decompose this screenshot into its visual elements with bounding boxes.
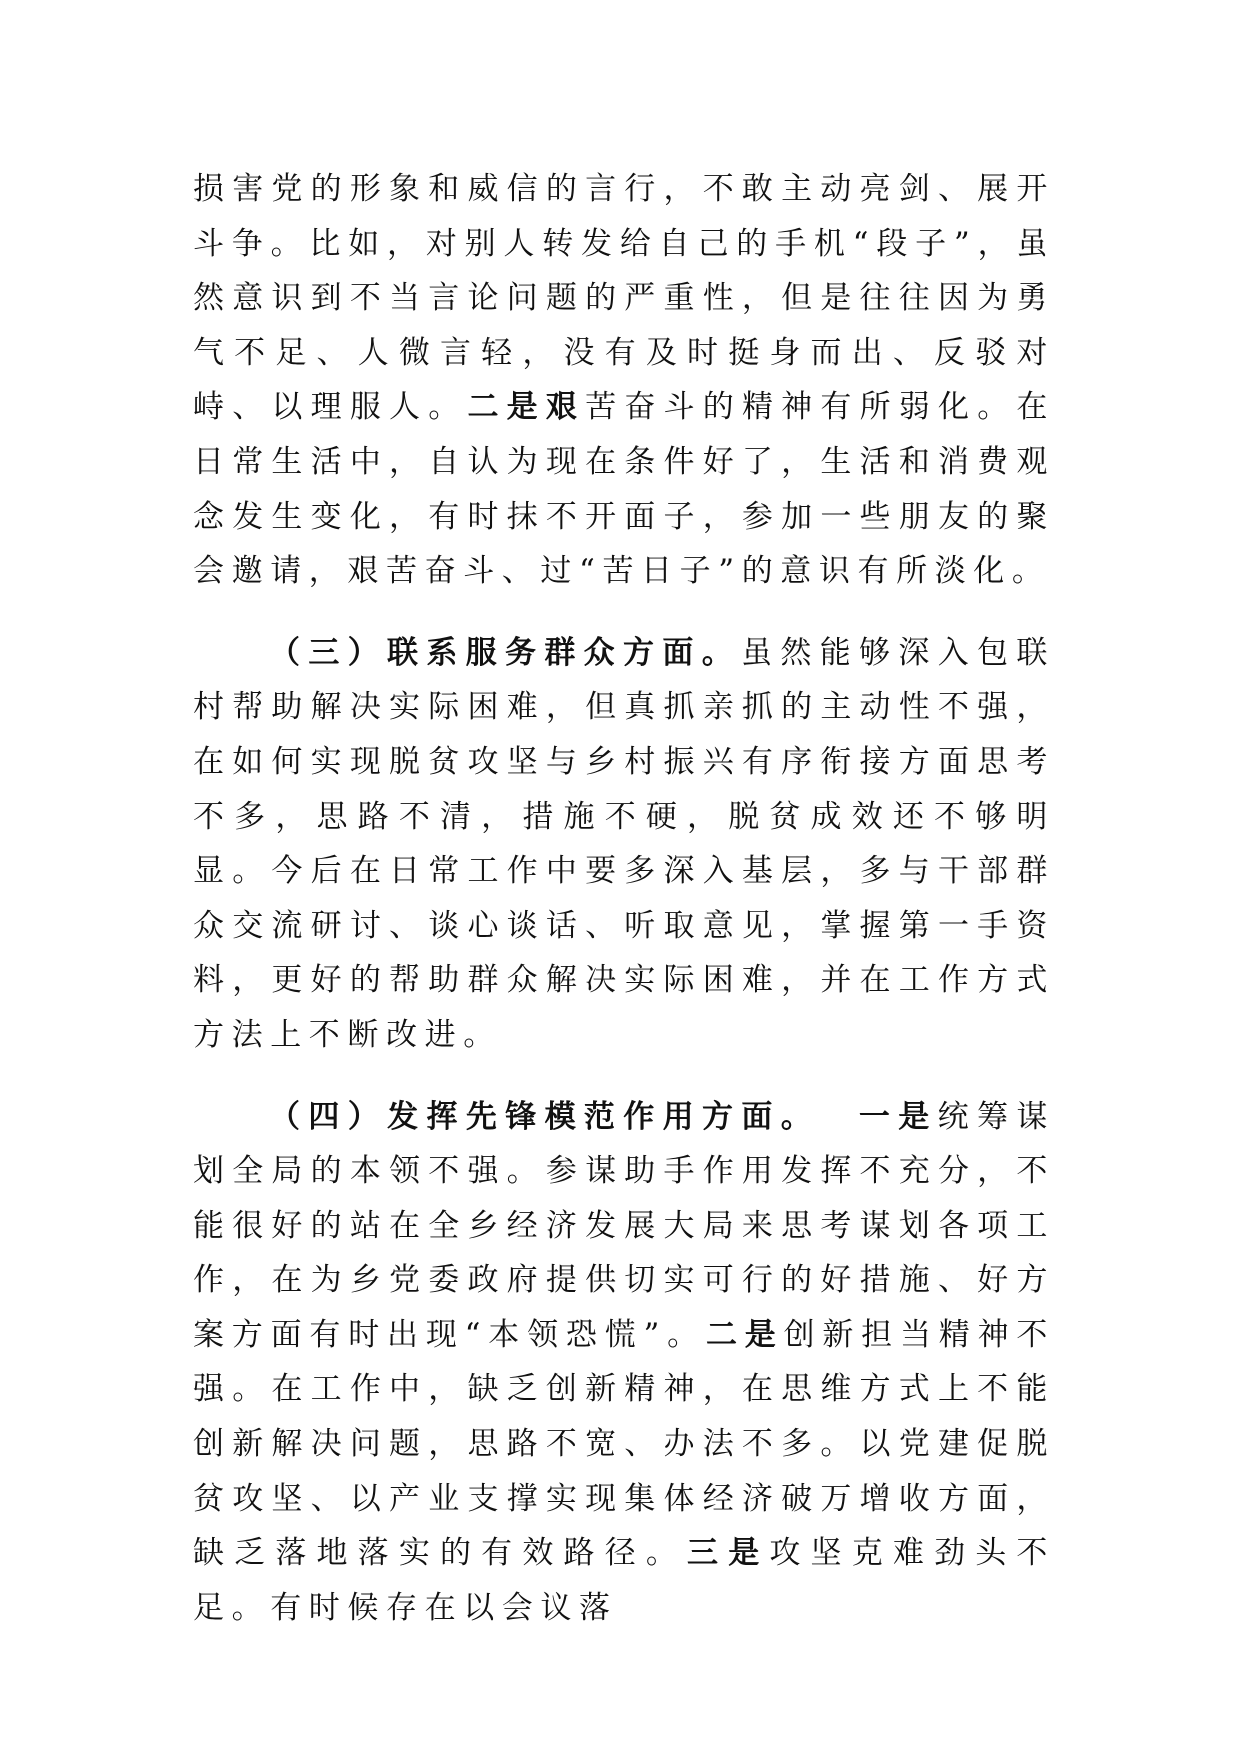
bold-heading-text: （四）发挥先锋模范作用方面。	[269, 1098, 821, 1135]
bold-heading-text: 二是艰	[467, 389, 586, 426]
body-text: 苦奋斗的精神有所弱化。在日常生活中，自认为现在条件好了，生活和消费观念发生变化，有时抹不开面子，参加一些朋友的聚会邀请，艰苦奋斗、过“苦日子”的意识有所淡化。	[193, 389, 1056, 590]
paragraph-continuation	[193, 162, 1055, 599]
body-text: 创新担当精神不强。在工作中，缺乏创新精神，在思维方式上不能创新解决问题，思路不宽、办法不多。以党建促脱贫攻坚、以产业支撑实现集体经济破万增收方面，缺乏落地落实的有效路径。	[193, 1316, 1055, 1572]
paragraph-section-3	[193, 626, 1055, 1063]
bold-heading-text: 三是	[687, 1535, 770, 1572]
bold-heading-text: 一是	[858, 1098, 938, 1135]
bold-heading-text: 二是	[705, 1316, 784, 1353]
paragraph-section-4	[193, 1090, 1055, 1636]
bold-heading-text: （三）联系服务群众方面。	[269, 634, 742, 671]
body-text: 损害党的形象和威信的言行，不敢主动亮剑、展开斗争。比如，对别人转发给自己的手机“段子”，虽然意识到不当言论问题的严重性，但是往往因为勇气不足、人微言轻，没有及时挺身而出、反驳对峙、以理服人。	[193, 171, 1055, 426]
document-body	[193, 162, 1055, 1662]
body-text: 虽然能够深入包联村帮助解决实际困难，但真抓亲抓的主动性不强，在如何实现脱贫攻坚与乡村振兴有序衔接方面思考不多，思路不清，措施不硬，脱贫成效还不够明显。今后在日常工作中要多深入基层，多与干部群众交流研讨、谈心谈话、听取意见，掌握第一手资料，更好的帮助群众解决实际困难，并在工作方式方法上不断改进。	[193, 634, 1055, 1053]
body-text: 攻坚克难劲头不足。有时候存在以会议落	[193, 1535, 1056, 1626]
body-text: 统筹谋划全局的本领不强。参谋助手作用发挥不充分，不能很好的站在全乡经济发展大局来思考谋划各项工作，在为乡党委政府提供切实可行的好措施、好方案方面有时出现“本领恐慌”。	[193, 1098, 1055, 1353]
